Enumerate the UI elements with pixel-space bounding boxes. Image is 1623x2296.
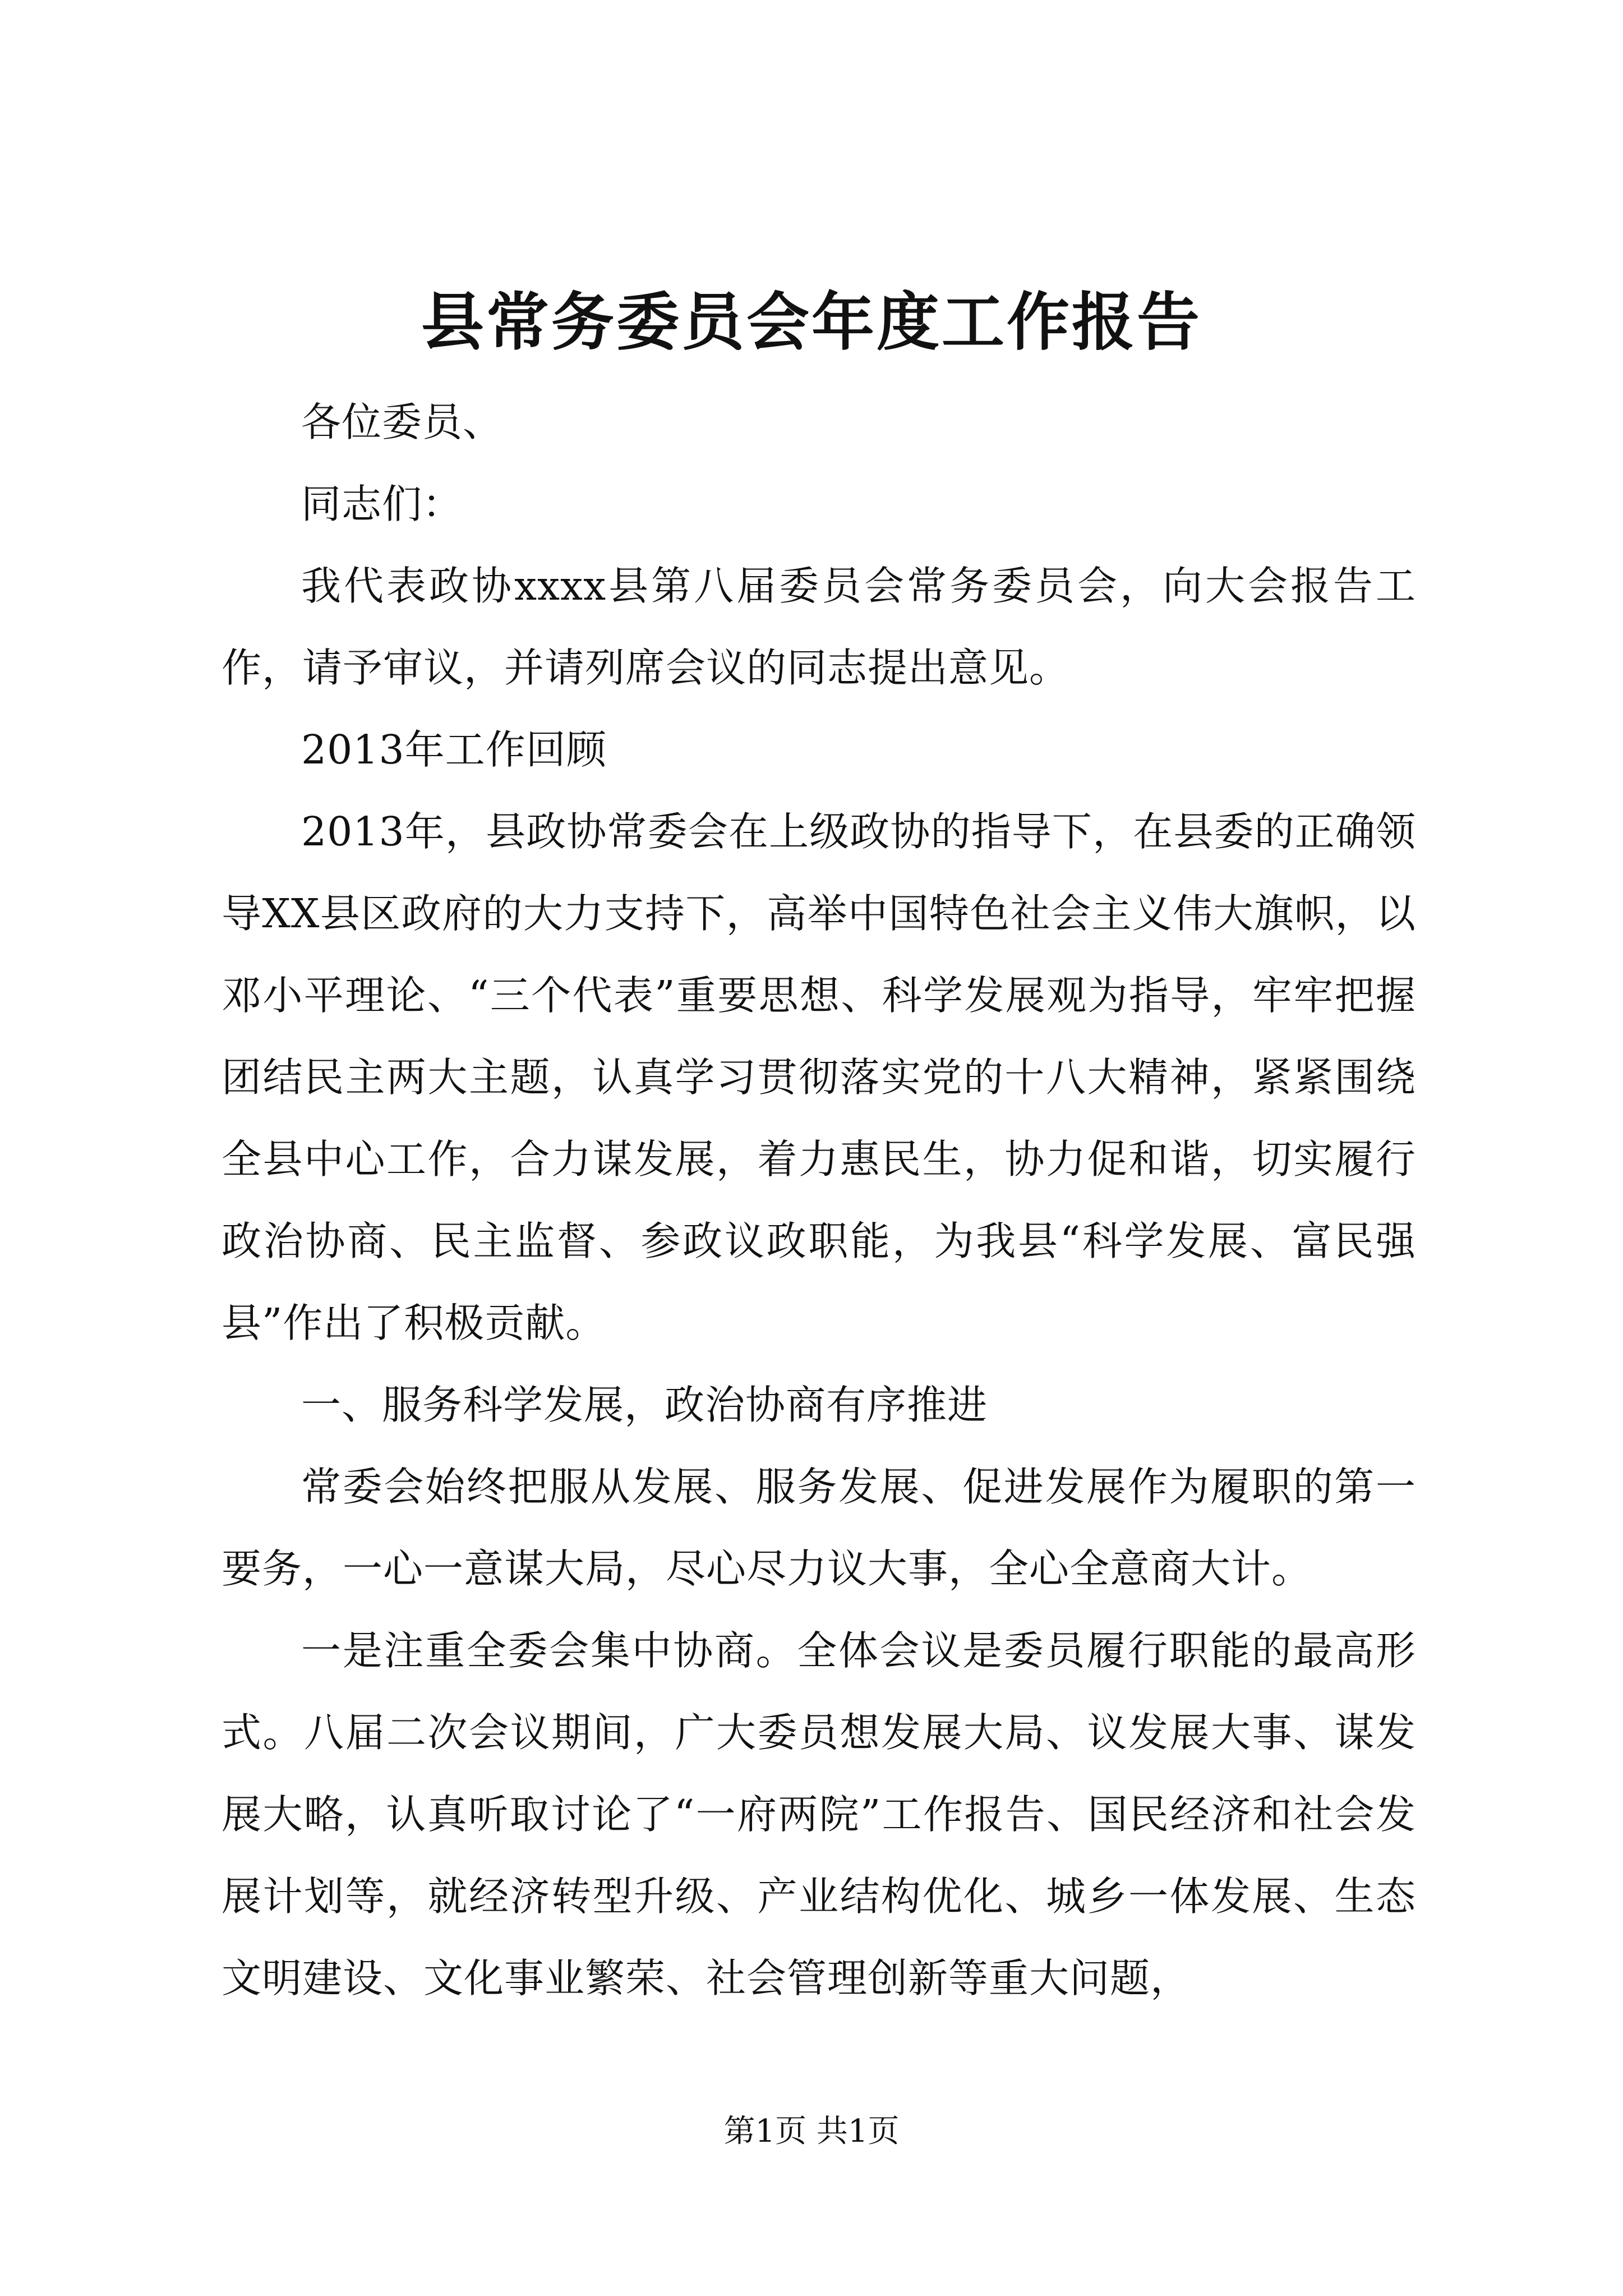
salutation-line-1: 各位委员、 bbox=[301, 399, 504, 445]
section-heading-one: 一、服务科学发展，政治协商有序推进 bbox=[301, 1382, 988, 1428]
document-body bbox=[222, 381, 1416, 2019]
review-paragraph: 2013年，县政协常委会在上级政协的指导下，在县委的正确领导XX县区政府的大力支持下，高举中国特色社会主义伟大旗帜，以邓小平理论、“三个代表”重要思想、科学发展观为指导，牢牢把握团结民主两大主题，认真学习贯彻落实党的十八大精神，紧紧围绕全县中心工作，合力谋发展，着力惠民生，协力促和谐，切实履行政治协商、民主监督、参政议政职能，为我县“科学发展、富民强县”作出了积极贡献。 bbox=[222, 808, 1416, 1346]
section-one-paragraph-1: 常委会始终把服从发展、服务发展、促进发展作为履职的第一要务，一心一意谋大局，尽心尽力议大事，全心全意商大计。 bbox=[222, 1464, 1416, 1592]
salutation-line-2: 同志们： bbox=[301, 481, 463, 527]
section-heading-review: 2013年工作回顾 bbox=[301, 726, 607, 773]
section-one-paragraph-2: 一是注重全委会集中协商。全体会议是委员履行职能的最高形式。八届二次会议期间，广大委员想发展大局、议发展大事、谋发展大略，认真听取讨论了“一府两院”工作报告、国民经济和社会发展计划等，就经济转型升级、产业结构优化、城乡一体发展、生态文明建设、文化事业繁荣、社会管理创新等重大问题， bbox=[222, 1627, 1416, 2001]
opening-paragraph: 我代表政协xxxx县第八届委员会常务委员会，向大会报告工作，请予审议，并请列席会议的同志提出意见。 bbox=[222, 563, 1416, 691]
page-number-footer: 第1页 共1页 bbox=[723, 2113, 900, 2150]
document-title: 县常务委员会年度工作报告 bbox=[421, 286, 1202, 359]
